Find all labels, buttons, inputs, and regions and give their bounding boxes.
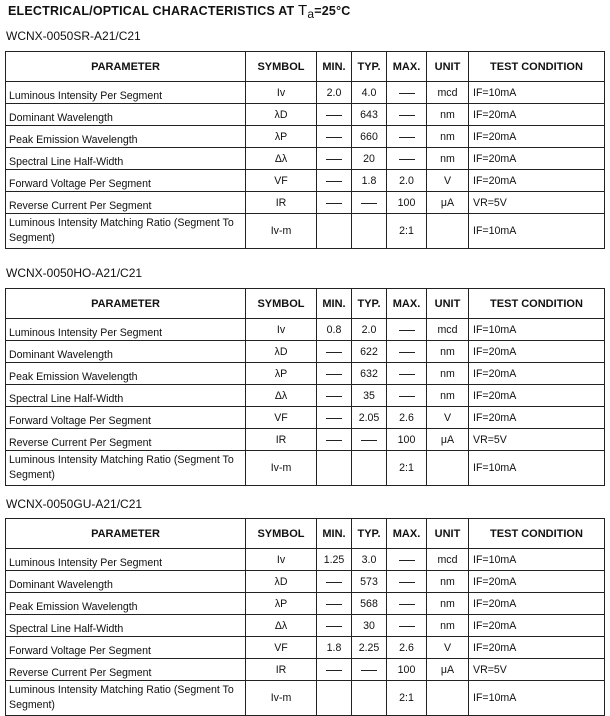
condition-cell: IF=20mA [469, 407, 605, 429]
table-row [6, 407, 605, 429]
param-cell: Reverse Current Per Segment [6, 192, 246, 214]
dash-mark [326, 203, 342, 204]
dash-mark [399, 115, 415, 116]
col-test-condition-header: TEST CONDITION [469, 519, 605, 549]
condition-cell: IF=20mA [469, 363, 605, 385]
min-cell: 1.8 [317, 637, 352, 659]
col-min-header: MIN. [317, 52, 352, 82]
min-cell [317, 341, 352, 363]
condition-cell: IF=10mA [469, 82, 605, 104]
condition-cell: IF=10mA [469, 681, 605, 716]
min-cell [317, 104, 352, 126]
dash-mark [399, 560, 415, 561]
param-cell: Forward Voltage Per Segment [6, 637, 246, 659]
max-cell [387, 82, 427, 104]
param-cell: Forward Voltage Per Segment [6, 407, 246, 429]
symbol-cell: IR [246, 659, 317, 681]
condition-cell: IF=20mA [469, 637, 605, 659]
param-cell: Luminous Intensity Matching Ratio (Segment To Segment) [6, 214, 246, 249]
typ-cell: 622 [352, 341, 387, 363]
symbol-cell: VF [246, 170, 317, 192]
symbol-cell: Iv [246, 549, 317, 571]
table-row [6, 593, 605, 615]
spec-table [5, 51, 605, 249]
symbol-cell: Δλ [246, 615, 317, 637]
param-cell: Luminous Intensity Matching Ratio (Segment To Segment) [6, 451, 246, 486]
condition-cell: IF=10mA [469, 451, 605, 486]
dash-mark [326, 159, 342, 160]
col-parameter-header: PARAMETER [6, 289, 246, 319]
max-cell [387, 148, 427, 170]
condition-cell: IF=20mA [469, 170, 605, 192]
min-cell: 0.8 [317, 319, 352, 341]
unit-cell: μA [427, 192, 469, 214]
max-cell [387, 319, 427, 341]
max-cell: 2:1 [387, 681, 427, 716]
param-cell: Luminous Intensity Per Segment [6, 549, 246, 571]
symbol-cell: λP [246, 593, 317, 615]
unit-cell: μA [427, 429, 469, 451]
dash-mark [399, 396, 415, 397]
max-cell: 2:1 [387, 451, 427, 486]
max-cell [387, 341, 427, 363]
symbol-cell: λD [246, 341, 317, 363]
max-cell [387, 363, 427, 385]
unit-cell: nm [427, 341, 469, 363]
unit-cell: mcd [427, 549, 469, 571]
max-cell [387, 571, 427, 593]
dash-mark [399, 137, 415, 138]
dash-mark [326, 440, 342, 441]
min-cell [317, 659, 352, 681]
condition-cell: IF=20mA [469, 104, 605, 126]
symbol-cell: VF [246, 637, 317, 659]
col-parameter-header: PARAMETER [6, 519, 246, 549]
typ-cell: 2.05 [352, 407, 387, 429]
min-cell [317, 571, 352, 593]
typ-cell: 643 [352, 104, 387, 126]
typ-cell [352, 451, 387, 486]
symbol-cell: Iv [246, 82, 317, 104]
col-unit-header: UNIT [427, 52, 469, 82]
unit-cell: nm [427, 571, 469, 593]
min-cell [317, 681, 352, 716]
unit-cell: nm [427, 385, 469, 407]
dash-mark [326, 418, 342, 419]
max-cell: 2.0 [387, 170, 427, 192]
col-typ-header: TYP. [352, 519, 387, 549]
min-cell [317, 429, 352, 451]
condition-cell: IF=20mA [469, 148, 605, 170]
condition-cell: IF=20mA [469, 385, 605, 407]
min-cell [317, 170, 352, 192]
symbol-cell: λD [246, 104, 317, 126]
col-test-condition-header: TEST CONDITION [469, 52, 605, 82]
max-cell [387, 126, 427, 148]
col-max-header: MAX. [387, 519, 427, 549]
dash-mark [361, 440, 377, 441]
table-row [6, 385, 605, 407]
unit-cell: mcd [427, 319, 469, 341]
max-cell [387, 593, 427, 615]
symbol-cell: Δλ [246, 148, 317, 170]
min-cell: 1.25 [317, 549, 352, 571]
unit-cell [427, 681, 469, 716]
dash-mark [399, 93, 415, 94]
dash-mark [326, 137, 342, 138]
table-row [6, 192, 605, 214]
header-row [6, 519, 605, 549]
temp-value: =25°C [314, 4, 351, 18]
typ-cell: 2.0 [352, 319, 387, 341]
max-cell: 100 [387, 429, 427, 451]
condition-cell: VR=5V [469, 659, 605, 681]
unit-cell: V [427, 170, 469, 192]
table-row [6, 148, 605, 170]
condition-cell: VR=5V [469, 429, 605, 451]
typ-cell [352, 192, 387, 214]
dash-mark [361, 203, 377, 204]
param-cell: Reverse Current Per Segment [6, 659, 246, 681]
col-unit-header: UNIT [427, 289, 469, 319]
min-cell [317, 407, 352, 429]
typ-cell: 660 [352, 126, 387, 148]
dash-mark [326, 670, 342, 671]
param-cell: Spectral Line Half-Width [6, 148, 246, 170]
col-max-header: MAX. [387, 52, 427, 82]
max-cell [387, 549, 427, 571]
typ-cell: 1.8 [352, 170, 387, 192]
header-row [6, 289, 605, 319]
table-row [6, 104, 605, 126]
symbol-cell: λP [246, 363, 317, 385]
dash-mark [399, 159, 415, 160]
table-row [6, 429, 605, 451]
unit-cell: nm [427, 126, 469, 148]
typ-cell [352, 214, 387, 249]
unit-cell: V [427, 637, 469, 659]
typ-cell: 20 [352, 148, 387, 170]
col-symbol-header: SYMBOL [246, 519, 317, 549]
param-cell: Peak Emission Wavelength [6, 363, 246, 385]
col-min-header: MIN. [317, 519, 352, 549]
condition-cell: IF=20mA [469, 593, 605, 615]
col-typ-header: TYP. [352, 289, 387, 319]
col-symbol-header: SYMBOL [246, 289, 317, 319]
dash-mark [326, 582, 342, 583]
typ-cell: 2.25 [352, 637, 387, 659]
dash-mark [399, 330, 415, 331]
min-cell [317, 615, 352, 637]
typ-cell [352, 429, 387, 451]
param-cell: Luminous Intensity Per Segment [6, 319, 246, 341]
unit-cell: nm [427, 615, 469, 637]
table-row [6, 549, 605, 571]
col-max-header: MAX. [387, 289, 427, 319]
condition-cell: IF=10mA [469, 549, 605, 571]
unit-cell: mcd [427, 82, 469, 104]
dash-mark [399, 582, 415, 583]
table-row [6, 637, 605, 659]
symbol-cell: Iv-m [246, 214, 317, 249]
param-cell: Luminous Intensity Matching Ratio (Segment To Segment) [6, 681, 246, 716]
typ-cell: 3.0 [352, 549, 387, 571]
typ-cell: 568 [352, 593, 387, 615]
param-cell: Peak Emission Wavelength [6, 593, 246, 615]
condition-cell: IF=20mA [469, 341, 605, 363]
dash-mark [399, 604, 415, 605]
dash-mark [326, 181, 342, 182]
spec-table [5, 518, 605, 716]
max-cell: 100 [387, 659, 427, 681]
temp-symbol: T [298, 2, 308, 19]
table-row [6, 170, 605, 192]
condition-cell: IF=20mA [469, 615, 605, 637]
max-cell [387, 385, 427, 407]
condition-cell: IF=10mA [469, 319, 605, 341]
symbol-cell: Iv-m [246, 451, 317, 486]
table-row [6, 451, 605, 486]
typ-cell [352, 659, 387, 681]
dash-mark [326, 396, 342, 397]
symbol-cell: Δλ [246, 385, 317, 407]
param-cell: Luminous Intensity Per Segment [6, 82, 246, 104]
dash-mark [399, 626, 415, 627]
dash-mark [361, 670, 377, 671]
table-row [6, 319, 605, 341]
typ-cell: 573 [352, 571, 387, 593]
typ-cell: 35 [352, 385, 387, 407]
col-test-condition-header: TEST CONDITION [469, 289, 605, 319]
symbol-cell: IR [246, 192, 317, 214]
header-row [6, 52, 605, 82]
symbol-cell: λD [246, 571, 317, 593]
dash-mark [326, 352, 342, 353]
min-cell [317, 214, 352, 249]
table-row [6, 571, 605, 593]
unit-cell: nm [427, 363, 469, 385]
col-parameter-header: PARAMETER [6, 52, 246, 82]
symbol-cell: Iv-m [246, 681, 317, 716]
unit-cell: nm [427, 104, 469, 126]
section-title: WCNX-0050GU-A21/C21 [6, 497, 143, 511]
table-row [6, 214, 605, 249]
unit-cell: nm [427, 148, 469, 170]
param-cell: Spectral Line Half-Width [6, 385, 246, 407]
min-cell [317, 451, 352, 486]
typ-cell [352, 681, 387, 716]
typ-cell: 4.0 [352, 82, 387, 104]
dash-mark [399, 374, 415, 375]
typ-cell: 30 [352, 615, 387, 637]
col-min-header: MIN. [317, 289, 352, 319]
symbol-cell: λP [246, 126, 317, 148]
min-cell [317, 192, 352, 214]
condition-cell: VR=5V [469, 192, 605, 214]
min-cell [317, 126, 352, 148]
symbol-cell: VF [246, 407, 317, 429]
min-cell [317, 593, 352, 615]
param-cell: Peak Emission Wavelength [6, 126, 246, 148]
param-cell: Dominant Wavelength [6, 341, 246, 363]
unit-cell [427, 451, 469, 486]
dash-mark [399, 352, 415, 353]
dash-mark [326, 374, 342, 375]
param-cell: Forward Voltage Per Segment [6, 170, 246, 192]
page-title-text: ELECTRICAL/OPTICAL CHARACTERISTICS AT [8, 4, 299, 18]
unit-cell: μA [427, 659, 469, 681]
min-cell: 2.0 [317, 82, 352, 104]
table-row [6, 615, 605, 637]
typ-cell: 632 [352, 363, 387, 385]
max-cell: 2.6 [387, 407, 427, 429]
min-cell [317, 148, 352, 170]
table-row [6, 363, 605, 385]
param-cell: Reverse Current Per Segment [6, 429, 246, 451]
symbol-cell: Iv [246, 319, 317, 341]
col-unit-header: UNIT [427, 519, 469, 549]
min-cell [317, 385, 352, 407]
unit-cell: V [427, 407, 469, 429]
max-cell: 100 [387, 192, 427, 214]
table-row [6, 681, 605, 716]
col-typ-header: TYP. [352, 52, 387, 82]
table-row [6, 126, 605, 148]
param-cell: Dominant Wavelength [6, 104, 246, 126]
table-row [6, 659, 605, 681]
page-title [8, 2, 351, 19]
col-symbol-header: SYMBOL [246, 52, 317, 82]
dash-mark [326, 626, 342, 627]
param-cell: Dominant Wavelength [6, 571, 246, 593]
temp-subscript: a [307, 7, 315, 21]
min-cell [317, 363, 352, 385]
table-row [6, 341, 605, 363]
max-cell: 2:1 [387, 214, 427, 249]
unit-cell: nm [427, 593, 469, 615]
table-row [6, 82, 605, 104]
dash-mark [326, 604, 342, 605]
max-cell [387, 615, 427, 637]
condition-cell: IF=20mA [469, 126, 605, 148]
max-cell: 2.6 [387, 637, 427, 659]
condition-cell: IF=10mA [469, 214, 605, 249]
spec-table [5, 288, 605, 486]
unit-cell [427, 214, 469, 249]
section-title: WCNX-0050HO-A21/C21 [6, 266, 143, 280]
symbol-cell: IR [246, 429, 317, 451]
section-title: WCNX-0050SR-A21/C21 [6, 29, 141, 43]
max-cell [387, 104, 427, 126]
dash-mark [326, 115, 342, 116]
condition-cell: IF=20mA [469, 571, 605, 593]
param-cell: Spectral Line Half-Width [6, 615, 246, 637]
